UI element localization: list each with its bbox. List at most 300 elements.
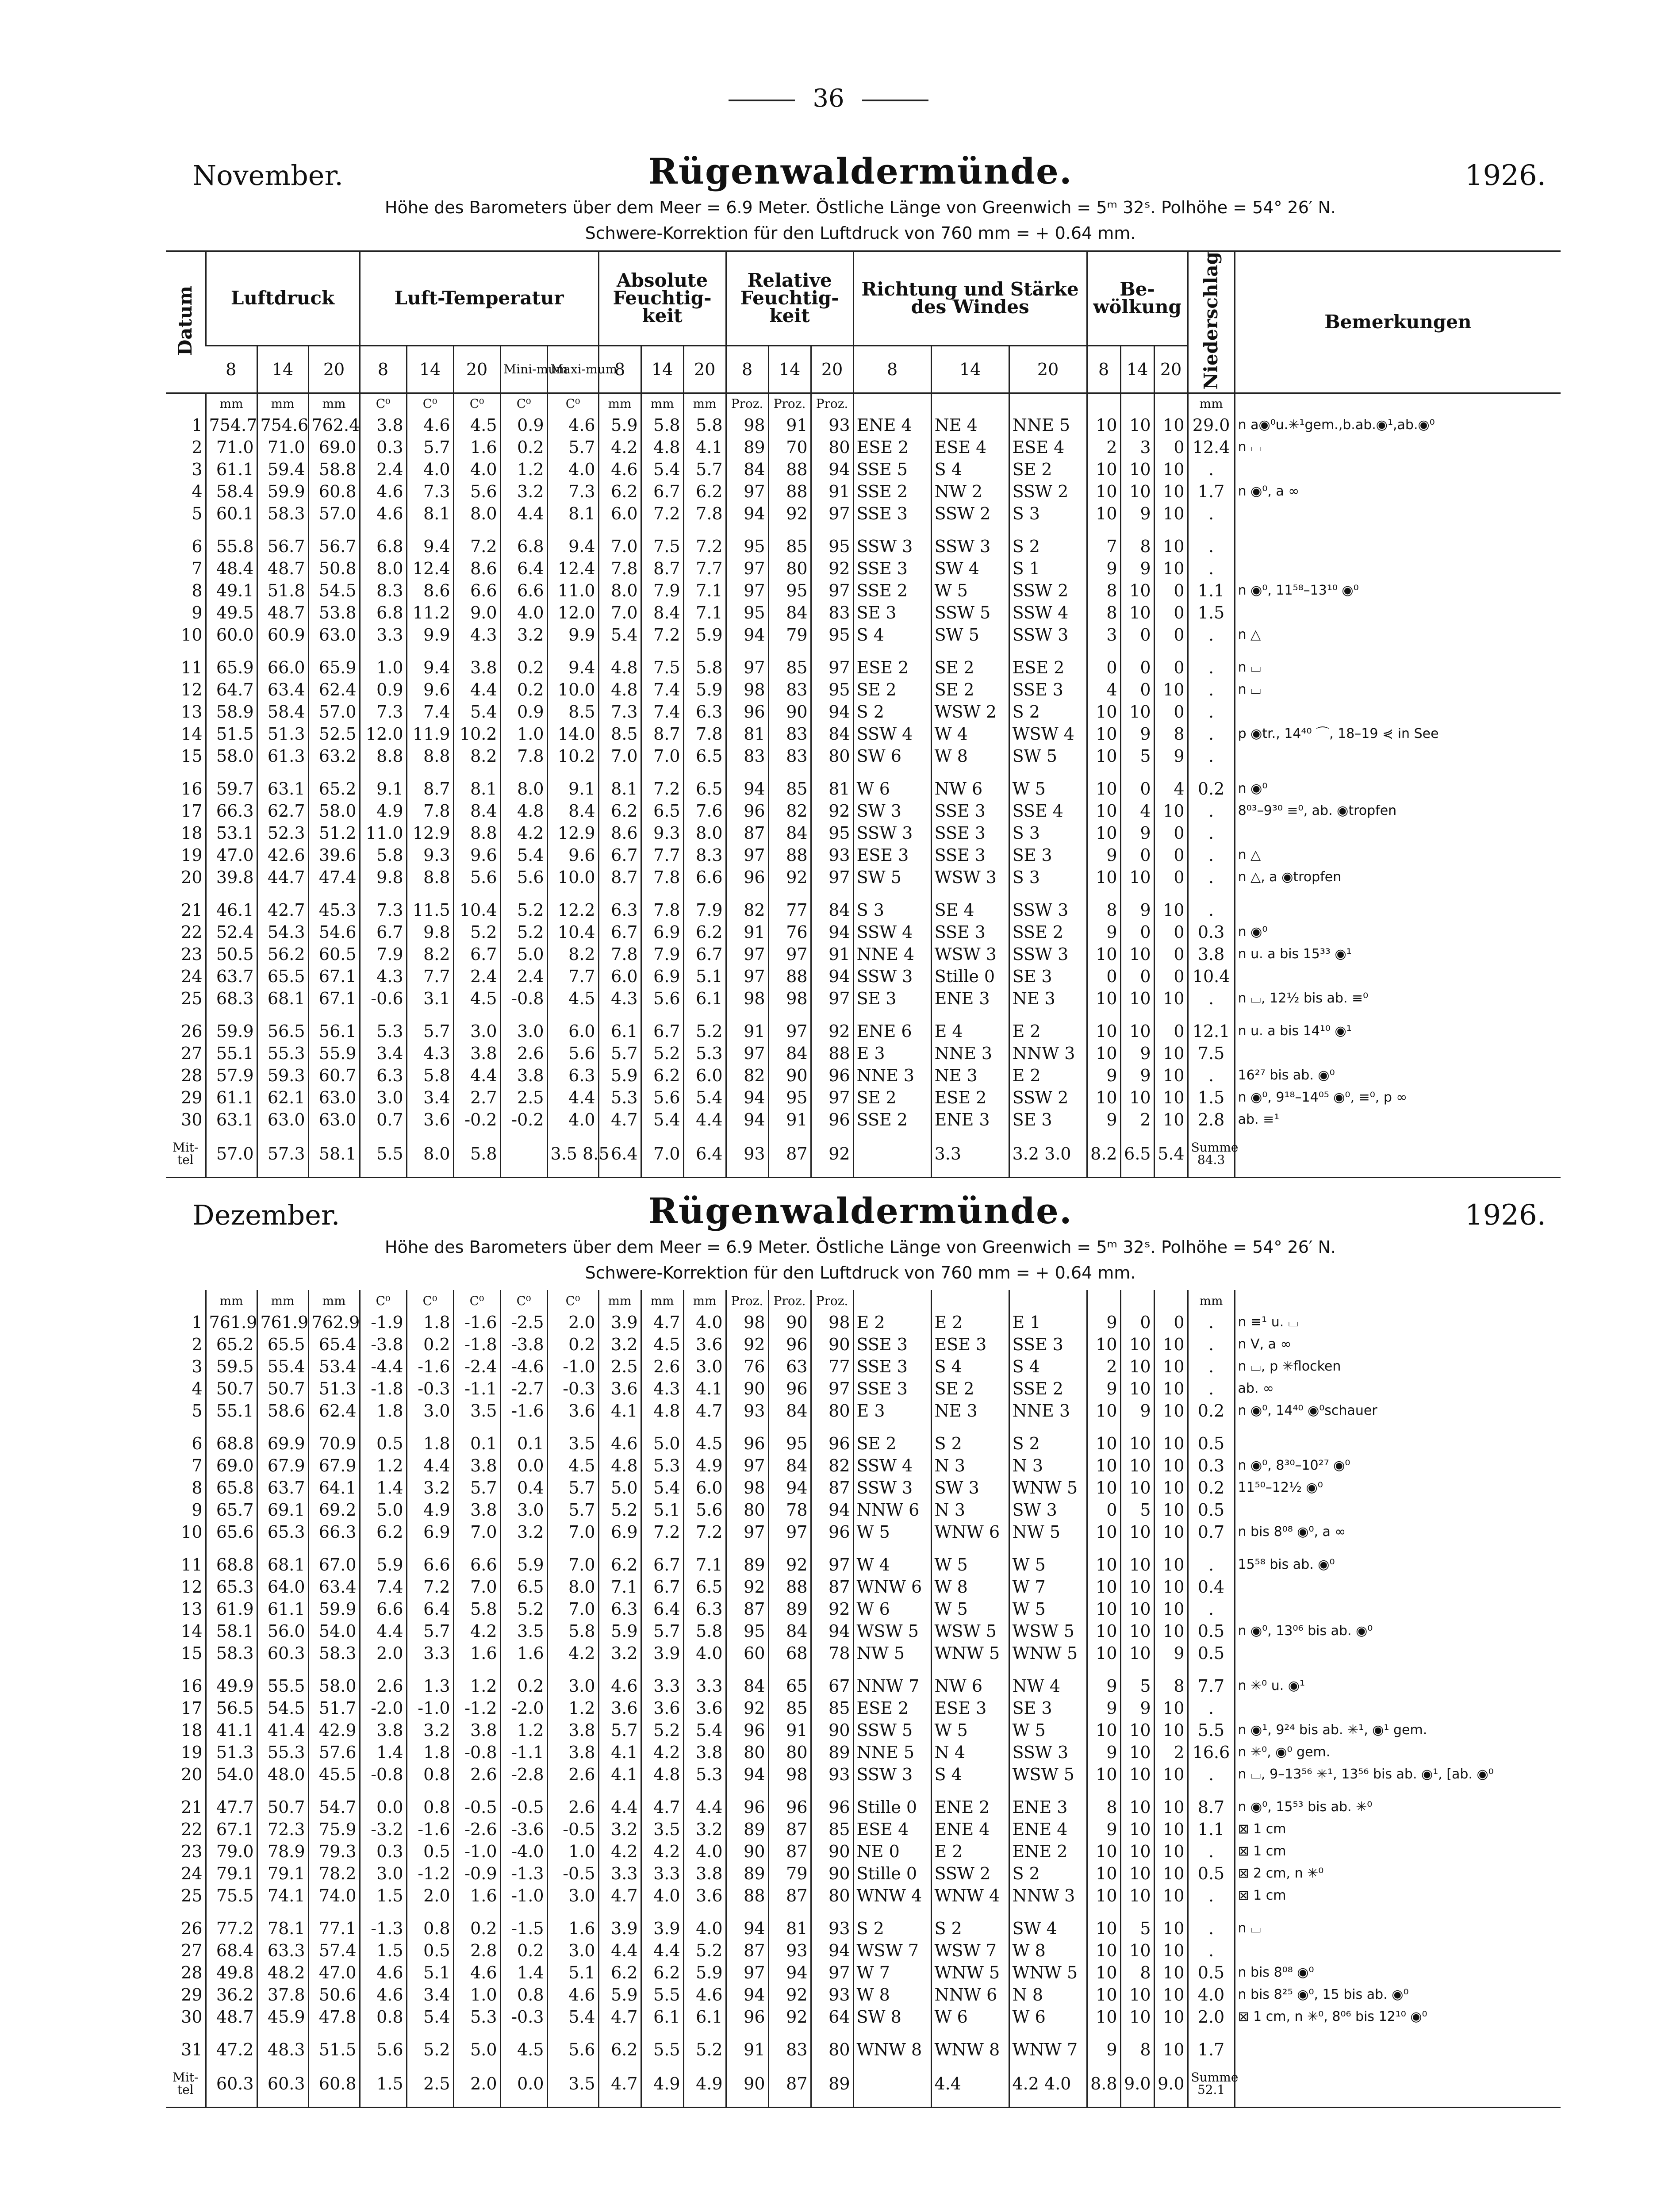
cell-n: 0.2: [1188, 778, 1235, 800]
cell-r8: 90: [726, 1378, 768, 1400]
cell-p8: 69.0: [206, 1455, 257, 1477]
cell-p8: 68.3: [206, 987, 257, 1010]
table-row: [166, 1818, 1561, 1840]
cell-tmax: 4.2: [547, 1642, 598, 1664]
cell-rem: n ⌴: [1235, 679, 1561, 701]
cell-tmax: 11.0: [547, 580, 598, 602]
cell-t20: 4.3: [453, 624, 500, 646]
cell-p14: 41.4: [257, 1719, 308, 1741]
cell-p14: 63.7: [257, 1477, 308, 1499]
cell-t14: 8.2: [407, 943, 453, 965]
rel-feucht-header: Relative Feuchtig-keit: [726, 251, 853, 346]
cell-t8: 3.0: [360, 1863, 407, 1885]
cell-w8: SSW 5: [853, 1719, 931, 1741]
cell-r14: 96: [768, 1378, 811, 1400]
cell-r14: 85: [768, 657, 811, 679]
cell-rem: ab. ∞: [1235, 1378, 1561, 1400]
cell-r20: 94: [811, 701, 853, 723]
cell-t14: 0.8: [407, 1796, 453, 1818]
cell-b14: 10: [1120, 1796, 1154, 1818]
abs-feucht-header: Absolute Feuchtig-keit: [598, 251, 726, 346]
cell-a8: 6.2: [598, 1554, 641, 1576]
cell-r8: 97: [726, 1042, 768, 1064]
cell-t8: 2.4: [360, 458, 407, 480]
cell-a20: 5.2: [683, 1939, 726, 1962]
cell-rem: n △: [1235, 844, 1561, 866]
cell-b8: 10: [1087, 987, 1120, 1010]
cell-a8: 5.3: [598, 1087, 641, 1109]
cell-t20: 4.0: [453, 458, 500, 480]
cell-p20: 66.3: [308, 1521, 360, 1543]
cell-r8: 98: [726, 1311, 768, 1333]
cell-t20: 1.6: [453, 436, 500, 458]
cell-b14: 10: [1120, 1741, 1154, 1763]
cell-b20: 10: [1154, 1087, 1188, 1109]
cell-p20: 75.9: [308, 1818, 360, 1840]
cell-t20: 8.2: [453, 745, 500, 767]
table-row: [166, 580, 1561, 602]
cell-a14: 7.2: [641, 1521, 683, 1543]
cell-r20: 82: [811, 1455, 853, 1477]
cell-p14: 58.4: [257, 701, 308, 723]
cell-a20: 7.1: [683, 602, 726, 624]
cell-w14: ENE 4: [931, 1818, 1009, 1840]
cell-t20: 8.6: [453, 557, 500, 580]
cell-t20: 7.0: [453, 1576, 500, 1598]
weather-table-november: [166, 250, 1561, 1178]
cell-a8: 3.6: [598, 1378, 641, 1400]
cell-r20: 78: [811, 1642, 853, 1664]
cell-a8: 4.7: [598, 1109, 641, 1131]
cell-t14: 3.4: [407, 1087, 453, 1109]
cell-tmin: 0.4: [500, 1477, 547, 1499]
cell-tmax: 1.6: [547, 1917, 598, 1939]
cell-a8: 5.9: [598, 1620, 641, 1642]
cell-w8: SSE 2: [853, 1109, 931, 1131]
cell-a14: 4.2: [641, 1741, 683, 1763]
table-row: [166, 1917, 1561, 1939]
cell-p8: 65.2: [206, 1333, 257, 1356]
cell-w14: ESE 3: [931, 1697, 1009, 1719]
cell-d: 30: [181, 2007, 203, 2027]
cell-d: 12: [181, 680, 203, 700]
cell-p20: 67.1: [308, 987, 360, 1010]
cell-tmax: -0.5: [547, 1863, 598, 1885]
cell-n: .: [1188, 679, 1235, 701]
cell-tmax: 4.5: [547, 1455, 598, 1477]
cell-a20: 4.4: [683, 1109, 726, 1131]
cell-tmin: 2.4: [500, 965, 547, 987]
cell-d: 14: [181, 724, 203, 744]
cell-t20: 4.6: [453, 1962, 500, 1984]
table-row: [166, 1087, 1561, 1109]
cell-a8: 6.1: [598, 1020, 641, 1042]
cell-tmin: -3.6: [500, 1818, 547, 1840]
cell-w14: NNE 3: [931, 1042, 1009, 1064]
cell-r8: 98: [726, 1477, 768, 1499]
cell-a14: 6.5: [641, 800, 683, 822]
cell-w14: SW 4: [931, 557, 1009, 580]
cell-p8: 68.8: [206, 1554, 257, 1576]
cell-p20: 65.2: [308, 778, 360, 800]
cell-tmax: 4.4: [547, 1087, 598, 1109]
table-row: [166, 1311, 1561, 1333]
cell-w14: SE 2: [931, 679, 1009, 701]
cell-b14: 9: [1120, 899, 1154, 921]
cell-tmin: 3.5: [500, 1620, 547, 1642]
cell-w14: N 3: [931, 1455, 1009, 1477]
cell-tmin: 3.2: [500, 624, 547, 646]
cell-a14: 5.3: [641, 1455, 683, 1477]
cell-b8: 10: [1087, 480, 1120, 503]
mittel-rem: [1235, 2061, 1561, 2108]
cell-rem: ⊠ 1 cm: [1235, 1840, 1561, 1863]
table-row: [166, 557, 1561, 580]
cell-p20: 63.2: [308, 745, 360, 767]
cell-p14: 62.1: [257, 1087, 308, 1109]
cell-p8: 71.0: [206, 436, 257, 458]
cell-a20: 5.8: [683, 1620, 726, 1642]
cell-r14: 87: [768, 1885, 811, 1907]
cell-a20: 4.0: [683, 1642, 726, 1664]
cell-p14: 61.3: [257, 745, 308, 767]
cell-p8: 79.0: [206, 1840, 257, 1863]
cell-rem: n ⌴: [1235, 1917, 1561, 1939]
cell-p14: 62.7: [257, 800, 308, 822]
cell-t14: 6.4: [407, 1598, 453, 1620]
mittel-row: [166, 1131, 1561, 1178]
cell-a20: 5.4: [683, 1087, 726, 1109]
cell-tmin: 5.9: [500, 1554, 547, 1576]
cell-n: .: [1188, 723, 1235, 745]
cell-a14: 7.8: [641, 866, 683, 888]
cell-r8: 82: [726, 1064, 768, 1087]
cell-t20: 5.2: [453, 921, 500, 943]
cell-t14: 9.6: [407, 679, 453, 701]
cell-r14: 83: [768, 723, 811, 745]
cell-r20: 77: [811, 1356, 853, 1378]
cell-p14: 59.4: [257, 458, 308, 480]
cell-a20: 4.9: [683, 1455, 726, 1477]
cell-r8: 97: [726, 557, 768, 580]
cell-w8: WNW 6: [853, 1576, 931, 1598]
cell-p14: 56.7: [257, 535, 308, 557]
cell-d: 16: [181, 779, 203, 799]
cell-tmin: 0.2: [500, 657, 547, 679]
cell-d: 2: [192, 438, 203, 457]
cell-p14: 64.0: [257, 1576, 308, 1598]
cell-tmax: 1.2: [547, 1697, 598, 1719]
cell-r14: 79: [768, 1863, 811, 1885]
mittel-w20: 3.2 3.0: [1009, 1131, 1087, 1178]
cell-a14: 4.8: [641, 436, 683, 458]
cell-r8: 60: [726, 1642, 768, 1664]
cell-tmin: 0.2: [500, 436, 547, 458]
cell-a8: 5.9: [598, 1984, 641, 2006]
cell-d: 17: [181, 801, 203, 821]
cell-t20: 5.3: [453, 2006, 500, 2028]
hours-row: 8 14 20 8 14 20 Mini-mum Maxi-mum 8 14 20 8 14 20 8 14 20 8 14 20: [166, 346, 1561, 393]
cell-a20: 3.6: [683, 1333, 726, 1356]
cell-b14: 4: [1120, 800, 1154, 822]
cell-r14: 83: [768, 679, 811, 701]
cell-w8: NW 5: [853, 1642, 931, 1664]
cell-tmin: 2.6: [500, 1042, 547, 1064]
cell-w8: SSE 3: [853, 557, 931, 580]
november-section: [166, 150, 1555, 1178]
cell-r20: 84: [811, 899, 853, 921]
cell-t20: -1.6: [453, 1311, 500, 1333]
cell-a14: 4.4: [641, 1939, 683, 1962]
cell-w20: S 3: [1009, 822, 1087, 844]
cell-b14: 8: [1120, 2039, 1154, 2061]
cell-t14: 0.2: [407, 1333, 453, 1356]
cell-w8: SSW 3: [853, 1477, 931, 1499]
cell-p20: 65.4: [308, 1333, 360, 1356]
cell-n: 1.7: [1188, 2039, 1235, 2061]
cell-r14: 96: [768, 1333, 811, 1356]
luftdruck-header: Luftdruck: [206, 251, 360, 346]
cell-w20: ENE 4: [1009, 1818, 1087, 1840]
mittel-p8: 57.0: [206, 1131, 257, 1178]
cell-a8: 3.2: [598, 1333, 641, 1356]
cell-a20: 5.3: [683, 1042, 726, 1064]
cell-rem: n ◉⁰, 9¹⁸–14⁰⁵ ◉⁰, ≡⁰, p ∞: [1235, 1087, 1561, 1109]
cell-a8: 3.3: [598, 1863, 641, 1885]
cell-r8: 97: [726, 657, 768, 679]
cell-t20: 1.2: [453, 1675, 500, 1697]
cell-t20: 3.0: [453, 1020, 500, 1042]
cell-b8: 10: [1087, 745, 1120, 767]
cell-tmax: 5.7: [547, 1477, 598, 1499]
cell-a8: 6.2: [598, 480, 641, 503]
cell-t8: 3.8: [360, 414, 407, 436]
cell-tmin: -2.7: [500, 1378, 547, 1400]
cell-tmin: -1.3: [500, 1863, 547, 1885]
cell-r20: 96: [811, 1521, 853, 1543]
cell-a8: 7.8: [598, 943, 641, 965]
cell-t20: 5.0: [453, 2039, 500, 2061]
cell-b8: 10: [1087, 1554, 1120, 1576]
cell-a20: 6.1: [683, 987, 726, 1010]
cell-n: .: [1188, 701, 1235, 723]
cell-w20: S 3: [1009, 866, 1087, 888]
cell-r20: 90: [811, 1719, 853, 1741]
table-row: [166, 987, 1561, 1010]
cell-p20: 50.6: [308, 1984, 360, 2006]
cell-r20: 93: [811, 1763, 853, 1786]
cell-w14: W 5: [931, 1554, 1009, 1576]
cell-w8: SSE 3: [853, 1356, 931, 1378]
mittel-d: Mit-tel: [166, 1131, 206, 1178]
cell-a20: 4.1: [683, 1378, 726, 1400]
cell-p20: 60.7: [308, 1064, 360, 1087]
cell-t20: -2.4: [453, 1356, 500, 1378]
cell-p8: 46.1: [206, 899, 257, 921]
cell-b14: 10: [1120, 458, 1154, 480]
cell-a14: 5.2: [641, 1719, 683, 1741]
cell-b14: 10: [1120, 1818, 1154, 1840]
cell-rem: n ⌴, 9–13⁵⁶ ✳¹, 13⁵⁶ bis ab. ◉¹, [ab. ◉⁰: [1235, 1763, 1561, 1786]
cell-r8: 96: [726, 701, 768, 723]
cell-r8: 94: [726, 503, 768, 525]
cell-p14: 60.9: [257, 624, 308, 646]
station-title: Rügenwaldermünde.: [648, 150, 1073, 192]
cell-w14: SE 2: [931, 1378, 1009, 1400]
cell-r8: 91: [726, 2039, 768, 2061]
cell-r20: 94: [811, 965, 853, 987]
cell-p20: 56.7: [308, 535, 360, 557]
cell-a14: 5.7: [641, 1620, 683, 1642]
cell-p14: 72.3: [257, 1818, 308, 1840]
cell-t20: 8.8: [453, 822, 500, 844]
cell-r14: 85: [768, 778, 811, 800]
wind-header: Richtung und Stärke des Windes: [853, 251, 1087, 346]
cell-b20: 10: [1154, 1620, 1188, 1642]
mittel-r14: 87: [768, 2061, 811, 2108]
cell-rem: [1235, 557, 1561, 580]
cell-p14: 48.2: [257, 1962, 308, 1984]
cell-w20: ESE 4: [1009, 436, 1087, 458]
cell-t20: 3.8: [453, 1042, 500, 1064]
cell-b8: 8: [1087, 580, 1120, 602]
cell-r20: 94: [811, 458, 853, 480]
mittel-r8: 90: [726, 2061, 768, 2108]
cell-p20: 58.8: [308, 458, 360, 480]
cell-t14: 0.8: [407, 1763, 453, 1786]
cell-tmin: 5.6: [500, 866, 547, 888]
table-row: [166, 1620, 1561, 1642]
cell-rem: [1235, 1042, 1561, 1064]
cell-tmin: 0.9: [500, 414, 547, 436]
cell-tmax: -0.5: [547, 1818, 598, 1840]
cell-b20: 4: [1154, 778, 1188, 800]
cell-b8: 0: [1087, 657, 1120, 679]
cell-a14: 9.3: [641, 822, 683, 844]
cell-r8: 95: [726, 1620, 768, 1642]
cell-tmin: 1.2: [500, 458, 547, 480]
cell-a14: 5.5: [641, 2039, 683, 2061]
cell-rem: [1235, 899, 1561, 921]
cell-tmin: -2.0: [500, 1697, 547, 1719]
cell-b20: 0: [1154, 866, 1188, 888]
cell-p14: 42.6: [257, 844, 308, 866]
cell-d: 31: [181, 2040, 203, 2059]
cell-b20: 10: [1154, 1598, 1188, 1620]
cell-r14: 93: [768, 1939, 811, 1962]
cell-r20: 97: [811, 1378, 853, 1400]
cell-t14: 4.6: [407, 414, 453, 436]
cell-d: 14: [181, 1621, 203, 1641]
cell-w20: NNE 3: [1009, 1400, 1087, 1422]
cell-p20: 51.2: [308, 822, 360, 844]
cell-b14: 10: [1120, 1719, 1154, 1741]
cell-w20: SSE 3: [1009, 1333, 1087, 1356]
cell-a14: 4.8: [641, 1763, 683, 1786]
cell-r14: 94: [768, 1477, 811, 1499]
cell-r20: 84: [811, 723, 853, 745]
cell-n: .: [1188, 1840, 1235, 1863]
cell-b20: 10: [1154, 1796, 1188, 1818]
cell-t14: 9.4: [407, 657, 453, 679]
cell-r20: 96: [811, 1432, 853, 1455]
cell-a20: 6.7: [683, 943, 726, 965]
cell-t20: 5.7: [453, 1477, 500, 1499]
cell-b20: 0: [1154, 580, 1188, 602]
table-row: [166, 602, 1561, 624]
cell-t20: 2.8: [453, 1939, 500, 1962]
cell-n: .: [1188, 535, 1235, 557]
cell-rem: n ≡¹ u. ⌴: [1235, 1311, 1561, 1333]
cell-w14: W 5: [931, 1598, 1009, 1620]
cell-p14: 65.5: [257, 965, 308, 987]
cell-b20: 0: [1154, 657, 1188, 679]
table-row: [166, 1400, 1561, 1422]
table-row: [166, 1521, 1561, 1543]
cell-w8: SE 2: [853, 1432, 931, 1455]
cell-r14: 87: [768, 1818, 811, 1840]
cell-rem: n bis 8⁰⁸ ◉⁰, a ∞: [1235, 1521, 1561, 1543]
cell-a20: 7.7: [683, 557, 726, 580]
cell-p8: 61.1: [206, 458, 257, 480]
cell-tmax: 9.9: [547, 624, 598, 646]
mittel-n: Summe 84.3: [1188, 1131, 1235, 1178]
cell-p8: 50.7: [206, 1378, 257, 1400]
cell-t8: 7.9: [360, 943, 407, 965]
cell-a14: 7.2: [641, 778, 683, 800]
cell-tmin: -1.5: [500, 1917, 547, 1939]
cell-t20: -1.8: [453, 1333, 500, 1356]
cell-r14: 85: [768, 1697, 811, 1719]
cell-b20: 2: [1154, 1741, 1188, 1763]
cell-b20: 10: [1154, 1554, 1188, 1576]
cell-b14: 10: [1120, 1554, 1154, 1576]
cell-w20: NE 3: [1009, 987, 1087, 1010]
cell-w8: NE 0: [853, 1840, 931, 1863]
cell-w14: SSW 2: [931, 1863, 1009, 1885]
mittel-tmin: [500, 1131, 547, 1178]
cell-tmax: 5.7: [547, 436, 598, 458]
cell-a20: 6.1: [683, 2006, 726, 2028]
cell-w8: SE 3: [853, 987, 931, 1010]
cell-b14: 8: [1120, 1962, 1154, 1984]
table-row: [166, 899, 1561, 921]
cell-t14: 8.7: [407, 778, 453, 800]
cell-d: 25: [181, 1886, 203, 1905]
table-row: [166, 2006, 1561, 2028]
cell-a8: 4.8: [598, 657, 641, 679]
cell-a8: 4.8: [598, 1455, 641, 1477]
cell-d: 8: [192, 581, 203, 601]
cell-d: 15: [181, 746, 203, 766]
cell-w20: E 2: [1009, 1020, 1087, 1042]
cell-r8: 94: [726, 1763, 768, 1786]
cell-t8: 0.7: [360, 1109, 407, 1131]
cell-w14: SW 3: [931, 1477, 1009, 1499]
cell-t8: 1.4: [360, 1477, 407, 1499]
cell-n: 0.4: [1188, 1576, 1235, 1598]
mittel-row: [166, 2061, 1561, 2108]
cell-d: 8: [192, 1478, 203, 1498]
cell-r20: 92: [811, 557, 853, 580]
table-row: [166, 1796, 1561, 1818]
cell-w20: W 5: [1009, 1554, 1087, 1576]
cell-rem: 11⁵⁰–12½ ◉⁰: [1235, 1477, 1561, 1499]
cell-w20: SSW 3: [1009, 1741, 1087, 1763]
cell-a20: 4.0: [683, 1311, 726, 1333]
cell-tmax: 9.4: [547, 657, 598, 679]
cell-tmin: 3.0: [500, 1499, 547, 1521]
